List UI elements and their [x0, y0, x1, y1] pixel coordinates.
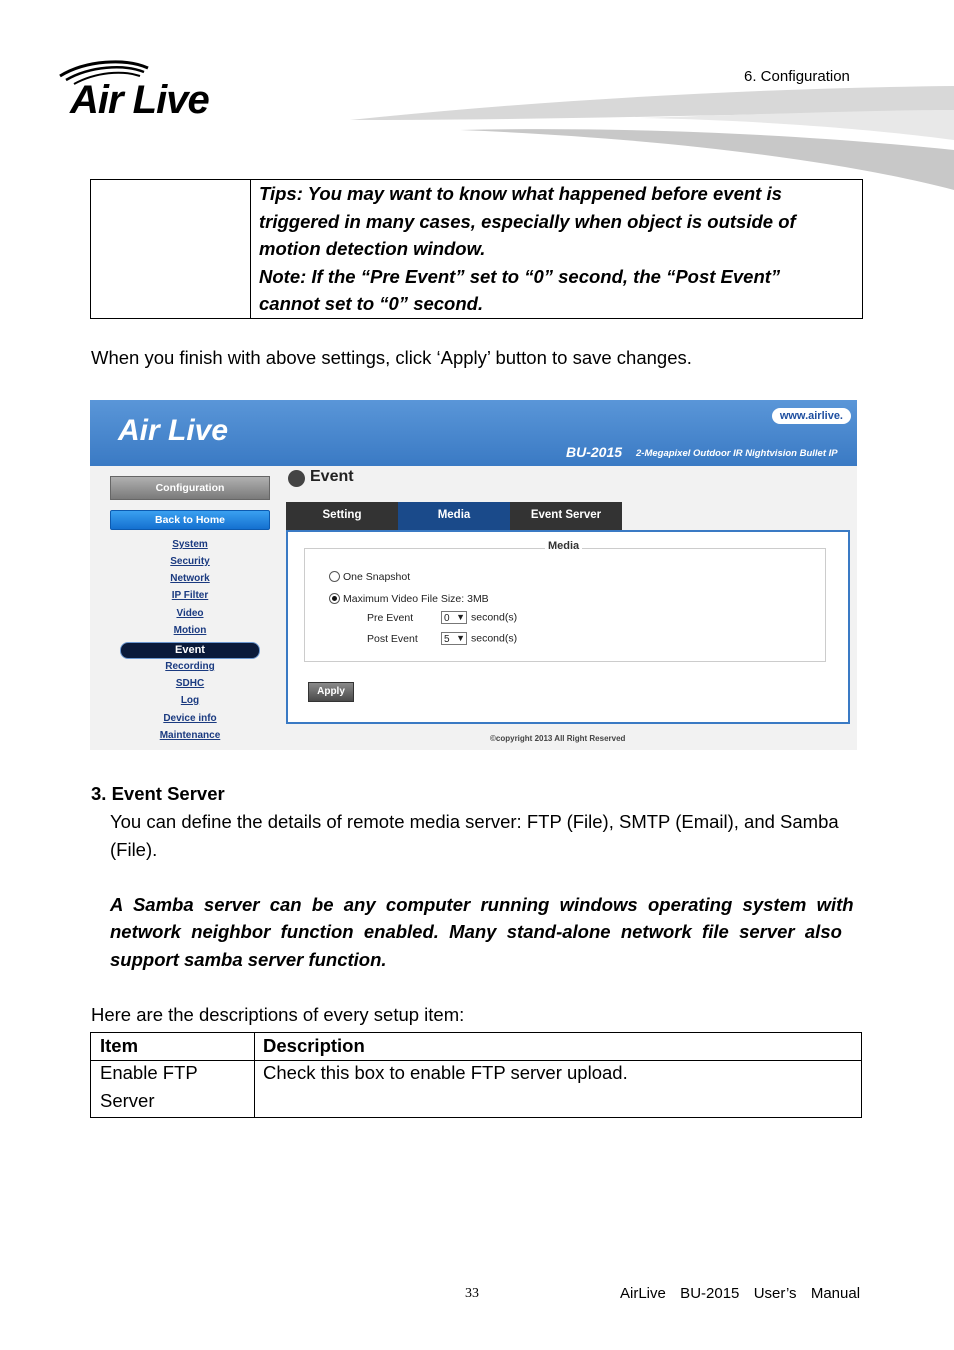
tips-table [90, 179, 863, 319]
intro-line: (File). [110, 839, 158, 860]
one-snapshot-option[interactable] [329, 571, 410, 583]
column-header-item: Item [100, 1035, 139, 1056]
sidebar-item-motion[interactable]: Motion [173, 625, 207, 636]
sidebar-item-video[interactable]: Video [176, 608, 204, 619]
event-settings-screenshot [90, 400, 857, 750]
pre-event-label: Pre Event [367, 612, 414, 624]
website-link[interactable]: www.airlive. [772, 408, 851, 424]
media-legend: Media [545, 540, 582, 552]
header-swoosh-decoration [340, 80, 954, 195]
sidebar-item-system[interactable]: System [172, 539, 208, 550]
chevron-down-icon: ▼ [456, 612, 465, 622]
one-snapshot-radio[interactable] [329, 571, 340, 582]
tips-line: triggered in many cases, especially when object is outside of [259, 210, 796, 232]
column-header-description: Description [263, 1035, 365, 1056]
table-row-description: Check this box to enable FTP server upload. [263, 1062, 628, 1083]
screenshot-header [90, 400, 857, 466]
apply-button[interactable]: Apply [308, 682, 354, 702]
max-video-radio[interactable] [329, 593, 340, 604]
section-heading: 3. Event Server [91, 783, 225, 804]
note-line: Note: If the “Pre Event” set to “0” second, the “Post Event” [259, 265, 781, 287]
manual-title: AirLive BU-2015 User’s Manual [620, 1285, 861, 1302]
screenshot-logo: Air Live [118, 414, 229, 447]
tips-item-cell [91, 180, 251, 318]
description-table [90, 1032, 862, 1118]
tips-line: motion detection window. [259, 238, 486, 260]
event-page-icon [288, 470, 305, 487]
apply-instruction: When you finish with above settings, click ‘Apply’ button to save changes. [91, 347, 692, 368]
sidebar-item-maintenance[interactable]: Maintenance [159, 730, 221, 741]
page-number: 33 [465, 1286, 479, 1301]
post-event-value: 5 [444, 634, 450, 645]
media-panel [286, 530, 850, 724]
pre-event-value: 0 [444, 613, 450, 624]
sidebar-item-network[interactable]: Network [170, 573, 210, 584]
tab-setting[interactable]: Setting [286, 502, 398, 530]
descriptions-intro: Here are the descriptions of every setup item: [91, 1004, 465, 1025]
samba-note-line: network neighbor function enabled. Many stand-alone network file server also [110, 921, 842, 942]
event-page-title: Event [310, 468, 354, 485]
post-event-label: Post Event [367, 633, 418, 645]
samba-note-line: support samba server function. [110, 949, 387, 970]
sidebar-item-sdhc[interactable]: SDHC [175, 678, 205, 689]
model-description: 2-Megapixel Outdoor IR Nightvision Bullet IP [636, 448, 838, 459]
airlive-logo [56, 58, 286, 124]
max-video-option[interactable] [329, 593, 489, 605]
sidebar-item-security[interactable]: Security [170, 556, 210, 567]
sidebar-item-recording[interactable]: Recording [165, 661, 215, 672]
screenshot-body [90, 466, 857, 750]
sidebar-item-ip-filter[interactable]: IP Filter [171, 590, 209, 601]
seconds-unit: second(s) [471, 632, 518, 645]
one-snapshot-label: One Snapshot [343, 571, 411, 583]
sidebar-item-event[interactable]: Event [120, 642, 260, 659]
pre-event-select[interactable] [441, 611, 467, 624]
sidebar-item-device-info[interactable]: Device info [163, 713, 217, 724]
max-video-label: Maximum Video File Size: 3MB [343, 593, 489, 605]
copyright-text: ©copyright 2013 All Right Reserved [490, 734, 626, 743]
seconds-unit: second(s) [471, 611, 518, 624]
section-header: 6. Configuration [744, 68, 850, 85]
back-to-home-button[interactable]: Back to Home [110, 510, 270, 530]
model-name: BU-2015 [566, 444, 623, 460]
tab-media[interactable]: Media [398, 502, 510, 530]
post-event-select[interactable] [441, 632, 467, 645]
sidebar-item-log[interactable]: Log [180, 695, 200, 706]
table-row-item: Server [100, 1090, 155, 1111]
intro-line: You can define the details of remote media server: FTP (File), SMTP (Email), and Samba [110, 811, 839, 832]
media-fieldset [304, 540, 826, 662]
samba-note-line: A Samba server can be any computer running windows operating system with [110, 894, 854, 915]
post-event-row [441, 632, 517, 645]
configuration-button[interactable]: Configuration [110, 476, 270, 500]
chevron-down-icon: ▼ [456, 633, 465, 643]
logo-text: Air Live [70, 78, 209, 122]
table-row-item: Enable FTP [100, 1062, 198, 1083]
tips-line: Tips: You may want to know what happened before event is [259, 183, 782, 204]
note-line: cannot set to “0” second. [259, 293, 484, 315]
pre-event-row [441, 611, 517, 624]
table-divider [254, 1033, 255, 1117]
tips-text [259, 180, 849, 318]
tab-event-server[interactable]: Event Server [510, 502, 622, 530]
